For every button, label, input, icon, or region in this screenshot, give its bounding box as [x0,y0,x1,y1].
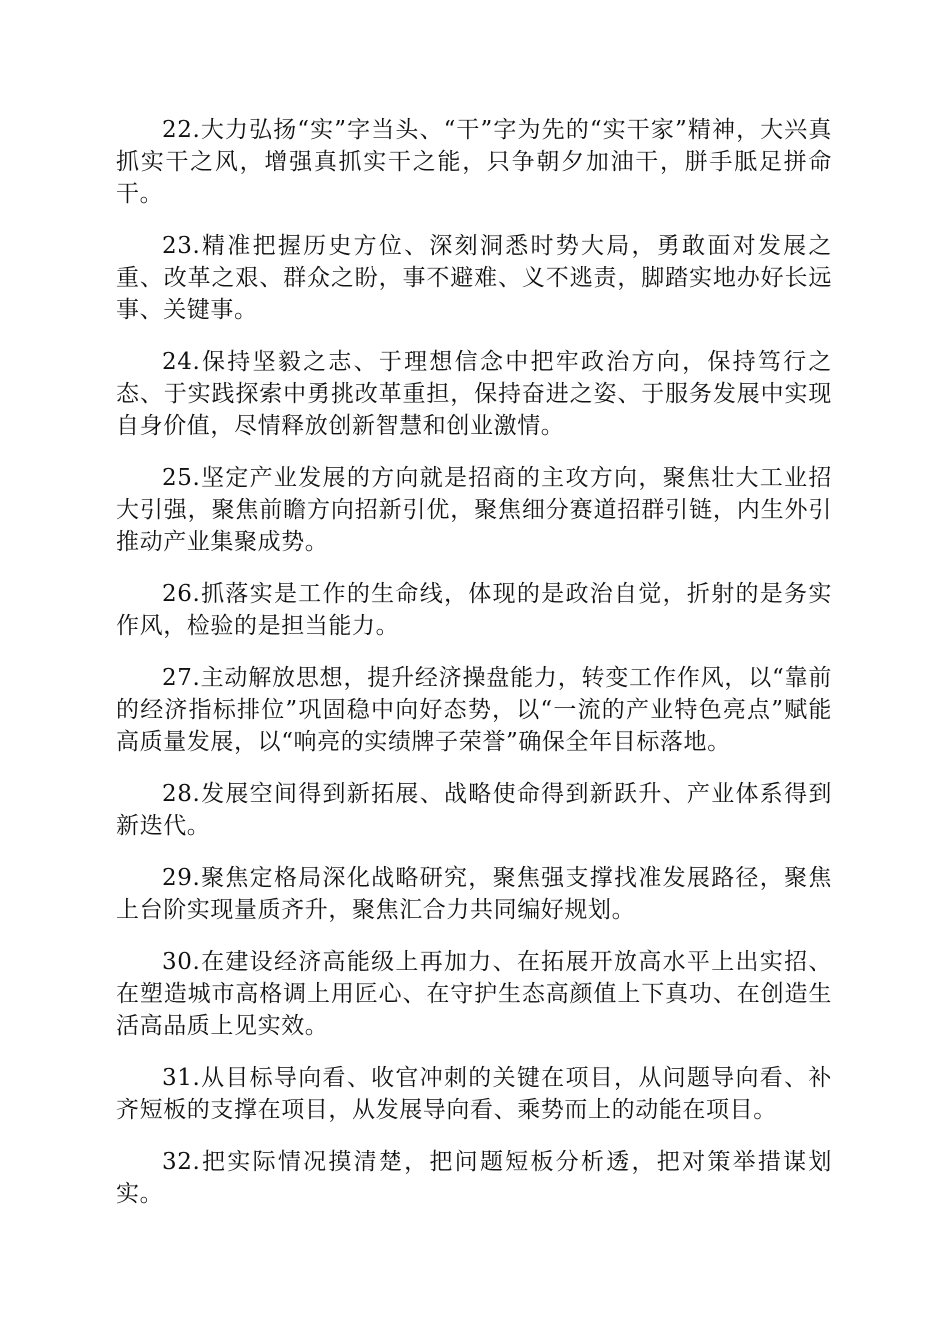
paragraph-23: 23.精准把握历史方位、深刻洞悉时势大局，勇敢面对发展之重、改革之艰、群众之盼，事不避难、义不逃责，脚踏实地办好长远事、关键事。 [116,233,832,323]
document-body [116,114,832,1230]
paragraph-26: 26.抓落实是工作的生命线，体现的是政治自觉，折射的是务实作风，检验的是担当能力。 [116,581,832,639]
paragraph-25: 25.坚定产业发展的方向就是招商的主攻方向，聚焦壮大工业招大引强，聚焦前瞻方向招新引优，聚焦细分赛道招群引链，内生外引推动产业集聚成势。 [116,465,832,555]
paragraph-32: 32.把实际情况摸清楚，把问题短板分析透，把对策举措谋划实。 [116,1149,832,1207]
paragraph-29: 29.聚焦定格局深化战略研究，聚焦强支撑找准发展路径，聚焦上台阶实现量质齐升，聚焦汇合力共同编好规划。 [116,865,832,923]
paragraph-24: 24.保持坚毅之志、于理想信念中把牢政治方向，保持笃行之态、于实践探索中勇挑改革重担，保持奋进之姿、于服务发展中实现自身价值，尽情释放创新智慧和创业激情。 [116,349,832,439]
paragraph-22: 22.大力弘扬“实”字当头、“干”字为先的“实干家”精神，大兴真抓实干之风，增强真抓实干之能，只争朝夕加油干，胼手胝足拼命干。 [116,117,832,207]
paragraph-28: 28.发展空间得到新拓展、战略使命得到新跃升、产业体系得到新迭代。 [116,781,832,839]
paragraph-30: 30.在建设经济高能级上再加力、在拓展开放高水平上出实招、在塑造城市高格调上用匠心、在守护生态高颜值上下真功、在创造生活高品质上见实效。 [116,949,832,1039]
paragraph-27: 27.主动解放思想，提升经济操盘能力，转变工作作风，以“靠前的经济指标排位”巩固稳中向好态势，以“一流的产业特色亮点”赋能高质量发展，以“响亮的实绩牌子荣誉”确保全年目标落地。 [116,665,832,755]
paragraph-31: 31.从目标导向看、收官冲刺的关键在项目，从问题导向看、补齐短板的支撑在项目，从发展导向看、乘势而上的动能在项目。 [116,1065,832,1123]
